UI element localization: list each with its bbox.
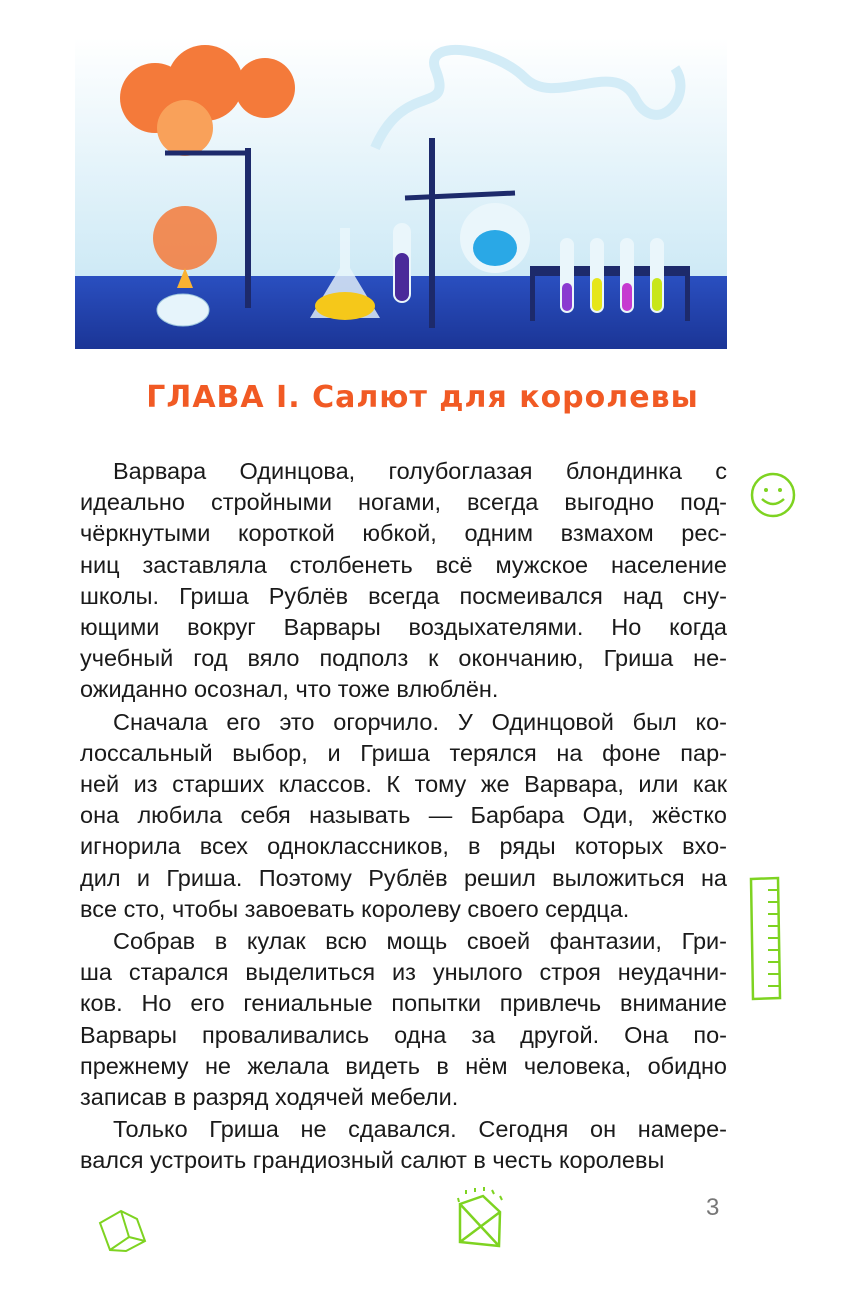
body-text — [80, 456, 727, 1177]
text-line: Сначала его это огорчило. У Одинцовой был ко- — [113, 708, 727, 735]
page-number: 3 — [706, 1194, 720, 1221]
text-line: ков. Но его гениальные попытки привлечь внимание — [80, 990, 727, 1017]
paragraph — [80, 707, 727, 925]
paragraph — [80, 1114, 727, 1176]
text-line: все сто, чтобы завоевать королеву своего сердца. — [80, 895, 630, 922]
text-line: прежнему не желала видеть в нём человека, обидно — [80, 1052, 727, 1079]
text-line: она любила себя называть — Барбара Оди, жёстко — [80, 802, 727, 829]
text-line: дил и Гриша. Поэтому Рублёв решил выложиться на — [80, 864, 727, 891]
text-line: ющими вокруг Варвары воздыхателями. Но когда — [80, 614, 727, 641]
cube-icon — [96, 1203, 162, 1253]
text-line: Только Гриша не сдавался. Сегодня он намере- — [113, 1116, 727, 1143]
chapter-title: ГЛАВА I. Салют для королевы — [146, 380, 699, 415]
envelope-icon — [448, 1186, 524, 1252]
text-line: школы. Гриша Рублёв всегда посмеивался над сну- — [80, 582, 727, 609]
text-line: ней из старших классов. К тому же Варвара, или как — [80, 771, 727, 798]
text-line: записав в разряд ходячей мебели. — [80, 1084, 459, 1111]
text-line: вался устроить грандиозный салют в честь королевы — [80, 1147, 665, 1174]
paragraph — [80, 456, 727, 706]
text-line: Варвары проваливались одна за другой. Она по- — [80, 1021, 727, 1048]
text-line: ожиданно осознал, что тоже влюблён. — [80, 676, 499, 703]
text-line: игнорила всех одноклассников, в ряды которых вхо- — [80, 833, 727, 860]
text-line: Собрав в кулак всю мощь своей фантазии, Гри- — [113, 928, 727, 955]
text-line: идеально стройными ногами, всегда выгодно под- — [80, 489, 727, 516]
text-line: Варвара Одинцова, голубоглазая блондинка с — [113, 458, 727, 484]
smiley-icon — [748, 470, 798, 520]
text-line: ниц заставляла столбенеть всё мужское население — [80, 551, 727, 578]
chemistry-lab-illustration — [75, 38, 727, 349]
paragraph — [80, 926, 727, 1113]
ruler-icon — [746, 876, 786, 1002]
text-line: лоссальный выбор, и Гриша терялся на фоне пар- — [80, 739, 727, 766]
text-line: ша старался выделиться из унылого строя неудачни- — [80, 959, 727, 986]
text-line: чёркнутыми короткой юбкой, одним взмахом рес- — [80, 520, 727, 547]
text-line: учебный год вяло подполз к окончанию, Гриша не- — [80, 645, 727, 672]
